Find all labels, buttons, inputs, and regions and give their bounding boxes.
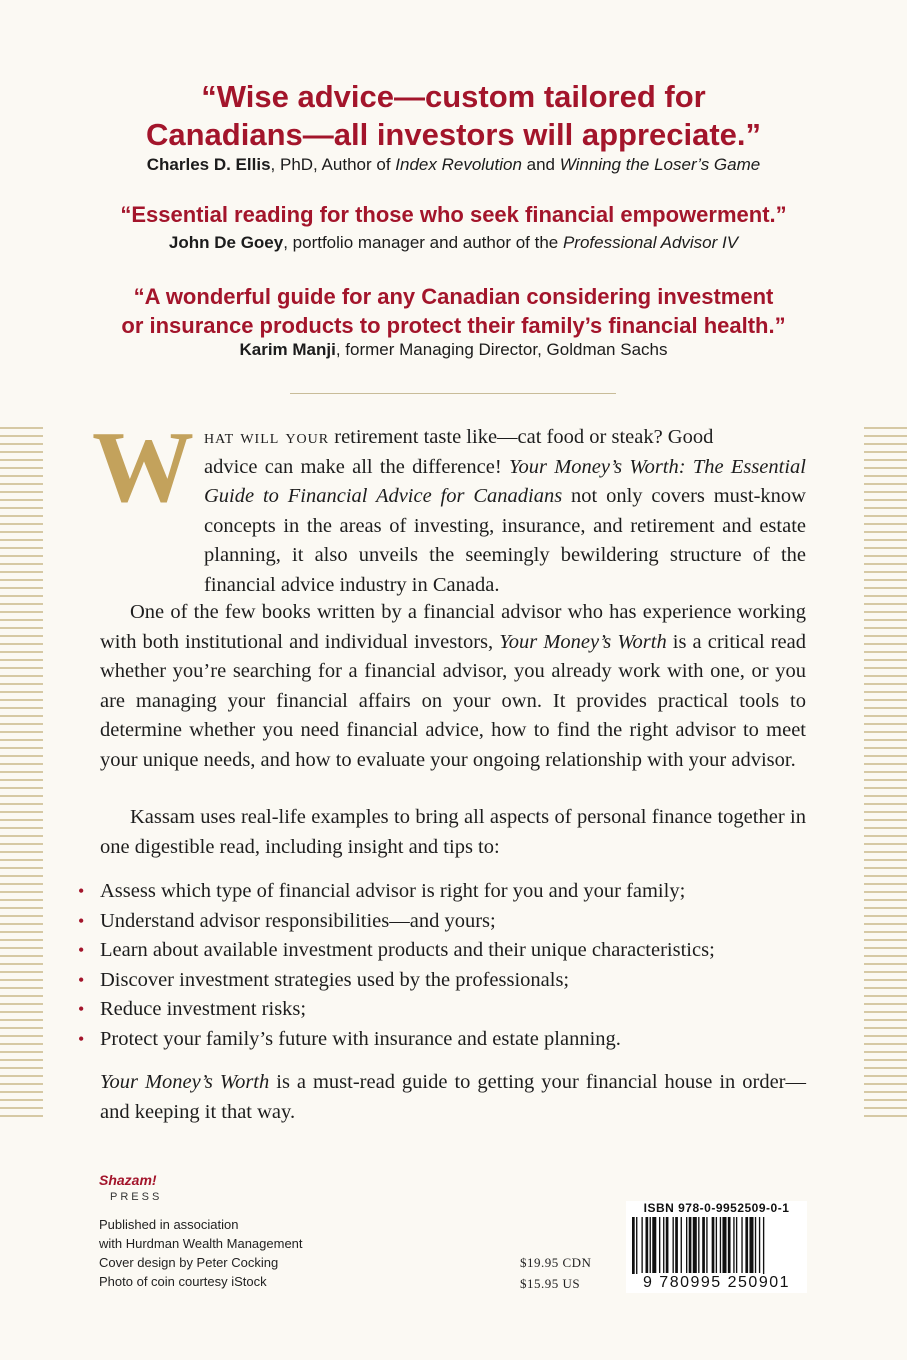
paragraph-1-rest: not only covers must-know concepts in the areas of investing, insurance, and retirement and estate planning, it also unveils the seemingly bewildering structure of the financial advice industry in Canada. (204, 485, 806, 596)
paragraph-4-rest: is a must-read guide to getting your financial house in order—and keeping it that way. (100, 1071, 806, 1123)
barcode-bar (702, 1217, 705, 1273)
list-item-text: Discover investment strategies used by the professionals; (100, 968, 570, 991)
bullet-icon: • (78, 1028, 85, 1049)
barcode-icon (626, 1217, 807, 1277)
quote-3-author: Karim Manji (239, 340, 336, 359)
paragraph-1-book-title: Your Money’s Worth: The Essential Guide to Financial Advice for Canadians (204, 455, 806, 507)
paragraph-1-continuation (100, 453, 806, 601)
barcode-bar (681, 1217, 682, 1273)
quote-1-author: Charles D. Ellis (146, 155, 271, 174)
barcode-bar (749, 1217, 753, 1273)
barcode-bar (763, 1217, 764, 1277)
bullet-icon: • (78, 999, 85, 1019)
credit-line: with Hurdman Wealth Management (99, 1236, 303, 1251)
quote-2-role: , portfolio manager and author of the (283, 233, 563, 252)
quote-3-role: , former Managing Director, Goldman Sachs (335, 340, 668, 359)
barcode-bar (689, 1217, 692, 1273)
quote-1-book-2: Winning the Loser’s Game (559, 155, 761, 174)
quote-2-book: Professional Advisor IV (562, 233, 739, 252)
description-paragraph-4 (100, 1068, 806, 1127)
list-item-text: Assess which type of financial advisor is right for you and your family; (100, 880, 686, 902)
barcode-bar (745, 1217, 748, 1273)
list-item (78, 1025, 715, 1055)
quote-1-and: and (521, 155, 560, 174)
list-item (78, 877, 715, 907)
list-item-text: Understand advisor responsibilities—and yours; (100, 909, 496, 932)
list-item (78, 936, 715, 966)
bullet-icon: • (78, 881, 85, 901)
quote-3-line-1: “A wonderful guide for any Canadian considering investment (133, 284, 774, 309)
barcode-bar (693, 1217, 697, 1273)
publication-credits (99, 1215, 303, 1291)
quote-2-author: John De Goey (168, 233, 284, 252)
section-divider (290, 393, 616, 394)
credit-line: Photo of coin courtesy iStock (99, 1274, 267, 1289)
barcode-bar (733, 1217, 734, 1273)
list-item (78, 995, 715, 1025)
bullet-icon: • (78, 940, 85, 960)
description-paragraph-3: Kassam uses real-life examples to bring all aspects of personal finance together in one digestible read, including insight and tips to: (100, 806, 806, 858)
publisher-logo-name: Shazam! (99, 1172, 157, 1188)
barcode-bar (659, 1217, 660, 1273)
list-item-text: Protect your family’s future with insurance and estate planning. (100, 1027, 621, 1050)
quote-1-role: , PhD, Author of (270, 155, 396, 174)
quote-1 (0, 78, 907, 154)
price-cdn: $19.95 CDN (520, 1255, 592, 1270)
list-item-text: Reduce investment risks; (100, 998, 307, 1020)
quote-3 (0, 282, 907, 340)
barcode-bar (675, 1217, 678, 1273)
isbn-number: ISBN 978-0-9952509-0-1 (643, 1201, 790, 1215)
publisher-logo-press: PRESS (110, 1191, 163, 1203)
barcode-bar (736, 1217, 737, 1273)
drop-cap: W (92, 411, 194, 524)
bullet-icon: • (78, 910, 85, 931)
barcode-bar (641, 1217, 642, 1273)
description-paragraph-1 (100, 423, 806, 600)
barcode-bar (722, 1217, 726, 1273)
barcode-bar (636, 1217, 637, 1277)
list-item-text: Learn about available investment products and their unique characteristics; (100, 939, 715, 961)
barcode-bar (720, 1217, 721, 1273)
barcode-bar (755, 1217, 756, 1273)
list-item (78, 907, 715, 937)
bullet-icon: • (78, 969, 85, 990)
paragraph-4-book-title: Your Money’s Worth (100, 1071, 270, 1093)
barcode-bar (650, 1217, 651, 1273)
isbn-barcode (626, 1201, 807, 1293)
paragraph-1-line-2: advice can make all the difference! (204, 455, 509, 478)
credit-line: Published in association (99, 1217, 239, 1232)
description-paragraph-2 (100, 598, 806, 775)
paragraph-1-first-line (100, 423, 806, 453)
barcode-bar (632, 1217, 635, 1277)
quote-1-attribution (0, 155, 907, 175)
barcode-bar (652, 1217, 656, 1273)
quote-1-line-2: Canadians—all investors will appreciate.” (145, 117, 762, 152)
quote-2-attribution (0, 233, 907, 253)
tips-list (78, 877, 715, 1054)
price-us: $15.95 US (520, 1276, 581, 1291)
barcode-bar (666, 1217, 669, 1273)
paragraph-2-start: One of the few books written by a financial advisor who has experience working with both institutional and individual investors, (100, 601, 806, 653)
credit-line: Cover design by Peter Cocking (99, 1255, 279, 1270)
paragraph-2-book-title: Your Money’s Worth (499, 630, 667, 653)
barcode-bar (759, 1217, 760, 1273)
barcode-bar (706, 1217, 707, 1273)
quote-2: “Essential reading for those who seek financial empowerment.” (120, 202, 787, 227)
right-stripe-decoration (864, 427, 907, 1122)
left-stripe-decoration (0, 427, 43, 1122)
list-item (78, 966, 715, 996)
ean-number: 9 780995 250901 (626, 1274, 807, 1292)
paragraph-2-rest: is a critical read whether you’re searching for a financial advisor, you already work with one, or you are managing your financial affairs on your own. It provides practical tools to determine whether you need financial advice, how to find the right advisor to meet your unique needs, and how to evaluate your ongoing relationship with your advisor. (100, 630, 807, 771)
barcode-bar (716, 1217, 717, 1273)
barcode-bar (673, 1217, 674, 1273)
barcode-bar (686, 1217, 687, 1273)
barcode-bar (728, 1217, 731, 1273)
quote-1-book-1: Index Revolution (395, 155, 522, 174)
quote-3-attribution (0, 340, 907, 360)
prices (520, 1252, 591, 1294)
barcode-bar (712, 1217, 715, 1273)
barcode-bar (663, 1217, 664, 1273)
quote-1-line-1: “Wise advice—custom tailored for (201, 79, 706, 114)
barcode-bar (698, 1217, 699, 1273)
paragraph-1-line-1: retirement taste like—cat food or steak? Good (329, 426, 714, 448)
barcode-bar (646, 1217, 649, 1273)
quote-3-line-2: or insurance products to protect their family’s financial health.” (121, 313, 786, 338)
barcode-bar (741, 1217, 742, 1273)
paragraph-1-lead-in: hat will your (204, 426, 330, 448)
